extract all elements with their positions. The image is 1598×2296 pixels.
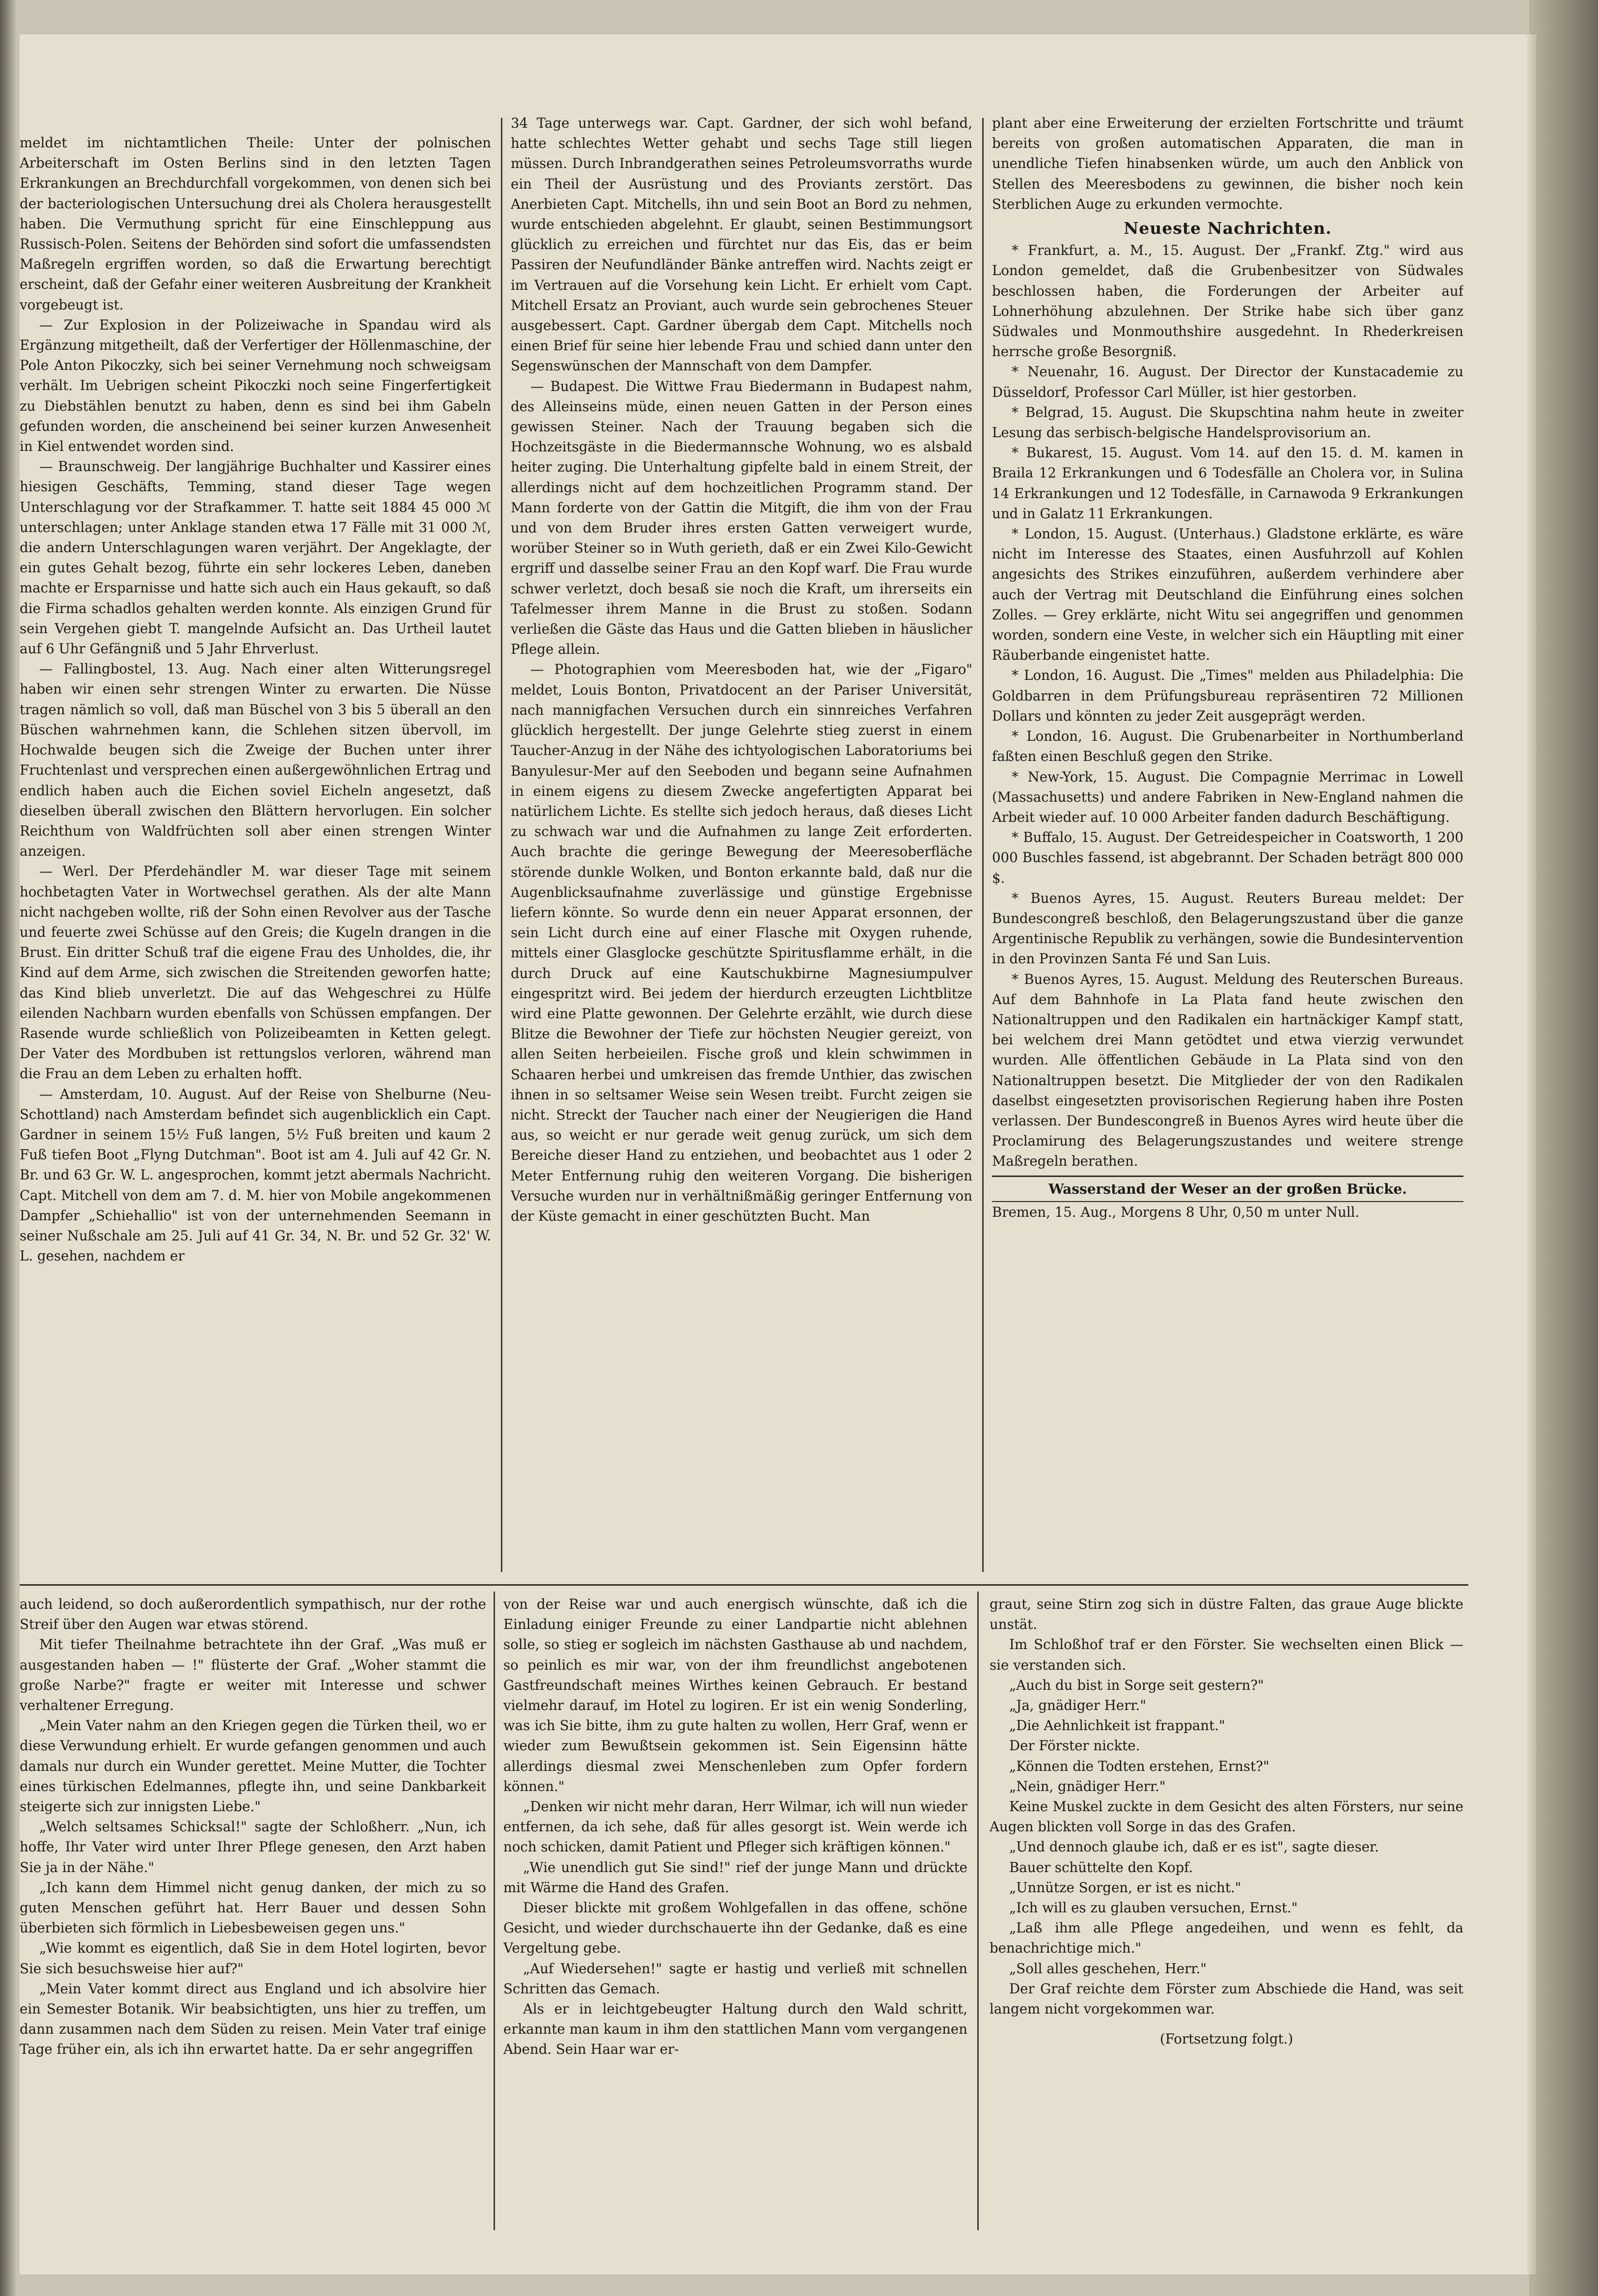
feuilleton-paragraph: „Können die Todten erstehen, Ernst?": [1009, 1758, 1269, 1774]
column-rule: [977, 1592, 979, 2230]
feuilleton-paragraph: auch leidend, so doch außerordentlich sympathisch, nur der rothe Streif über den Augen war etwas störend.: [20, 1596, 486, 1633]
page-gutter-shadow: [0, 0, 17, 2296]
feuilleton-paragraph: „Die Aehnlichkeit ist frappant.": [1009, 1717, 1225, 1734]
feuilleton-paragraph: graut, seine Stirn zog sich in düstre Falten, das graue Auge blickte unstät.: [990, 1596, 1463, 1633]
feuilleton-paragraph: Der Förster nickte.: [1009, 1737, 1140, 1754]
section-heading-neueste-nachrichten: Neueste Nachrichten.: [1124, 219, 1332, 238]
feuilleton-paragraph: Keine Muskel zuckte in dem Gesicht des alten Försters, nur seine Augen blickten voll Sorge in das des Grafen.: [990, 1798, 1463, 1835]
news-item: * Bukarest, 15. August. Vom 14. auf den 15. d. M. kamen in Braila 12 Erkrankungen und 6 Todesfälle an Cholera vor, in Sulina 14 Erkrankungen und 12 Todesfälle, in Carnawoda 9 Erkrankungen und in Galatz 11 Erkrankungen.: [992, 445, 1463, 522]
news-item: * New-York, 15. August. Die Compagnie Merrimac in Lowell (Massachusetts) und andere Fabriken in New-England nahmen die Arbeit wieder auf. 10 000 Arbeiter fanden dadurch Beschäftigung.: [992, 768, 1463, 825]
news-item: * Frankfurt, a. M., 15. August. Der „Frankf. Ztg." wird aus London gemeldet, daß die Grubenbesitzer von Südwales beschlossen haben, die Forderungen der Arbeiter auf Lohnerhöhung abzulehnen. Der Strike habe sich über ganz Südwales und Monmouthshire ausgedehnt. In Rhederkreisen herrsche große Besorgniß.: [992, 242, 1463, 360]
section-divider: [20, 1584, 1468, 1586]
column-rule: [494, 1592, 495, 2230]
news-item: * Belgrad, 15. August. Die Skupschtina nahm heute in zweiter Lesung das serbisch-belgische Handelsprovisorium an.: [992, 404, 1463, 441]
continuation-note: (Fortsetzung folgt.): [1159, 2031, 1294, 2047]
article-paragraph: meldet im nichtamtlichen Theile: Unter der polnischen Arbeiterschaft im Osten Berlins sind in den letzten Tagen Erkrankungen an Brechdurchfall vorgekommen, von denen sich bei der bacteriologischen Untersuchung drei als Cholera herausgestellt haben. Die Vermuthung spricht für eine Einschleppung aus Russisch-Polen. Seitens der Behörden sind sofort die umfassendsten Maßregeln ergriffen worden, so daß die Erwartung berechtigt erscheint, daß der Gefahr einer weiteren Ausbreitung der Krankheit vorgebeugt ist.: [20, 135, 491, 313]
news-item: * London, 16. August. Die Grubenarbeiter in Northumberland faßten einen Beschluß gegen den Strike.: [992, 728, 1463, 765]
news-item: * London, 16. August. Die „Times" melden aus Philadelphia: Die Goldbarren in dem Prüfungsbureau repräsentiren 72 Millionen Dollars und könnten zu jeder Zeit ausgeprägt werden.: [992, 667, 1463, 724]
feuilleton-paragraph: „Unnütze Sorgen, er ist es nicht.": [1009, 1879, 1241, 1896]
feuilleton-paragraph: Der Graf reichte dem Förster zum Abschiede die Hand, was seit langem nicht vorgekommen war.: [990, 1980, 1463, 2017]
feuilleton-paragraph: Dieser blickte mit großem Wohlgefallen in das offene, schöne Gesicht, und wieder durchschauerte ihn der Gedanke, daß es eine Vergeltung gebe.: [503, 1900, 967, 1957]
feuilleton-paragraph: „Wie kommt es eigentlich, daß Sie in dem Hotel logirten, bevor Sie sich besuchsweise hier auf?": [20, 1940, 486, 1977]
feuilleton-paragraphs: [990, 1594, 1463, 2019]
top-column-3: [992, 113, 1463, 1577]
feuilleton-paragraph: „Wie unendlich gut Sie sind!" rief der junge Mann und drückte mit Wärme die Hand des Grafen.: [503, 1859, 967, 1896]
bottom-column-1: [20, 1594, 486, 2233]
news-item: * London, 15. August. (Unterhaus.) Gladstone erklärte, es wäre nicht im Interesse des Staates, einen Ausfuhrzoll auf Kohlen angesichts des Strikes einzuführen, außerdem verhindere aber auch der Vertrag mit Deutschland die Einführung eines solchen Zolles. — Grey erklärte, nicht Witu sei angegriffen und genommen worden, sondern eine Veste, in welcher sich ein Häuptling mit einer Räuberbande eingenistet hatte.: [992, 526, 1463, 664]
feuilleton-paragraph: „Ich will es zu glauben versuchen, Ernst.": [1009, 1900, 1298, 1916]
article-paragraph: — Werl. Der Pferdehändler M. war dieser Tage mit seinem hochbetagten Vater in Wortwechsel gerathen. Als der alte Mann nicht nachgeben wollte, riß der Sohn einen Revolver aus der Tasche und feuerte zwei Schüsse auf den Greis; die Kugeln drangen in die Brust. Ein dritter Schuß traf die eigene Frau des Unholdes, die, ihr Kind auf dem Arme, sich zwischen die Streitenden geworfen hatte; das Kind blieb unverletzt. Die auf das Wehgeschrei zu Hülfe eilenden Nachbarn wurden ebenfalls von Schüssen empfangen. Der Rasende wurde schließlich von Polizeibeamten in Ketten gelegt. Der Vater des Mordbuben ist rettungslos verloren, während man die Frau an dem Leben zu erhalten hofft.: [20, 863, 491, 1082]
column-rule: [982, 118, 984, 1572]
feuilleton-paragraph: „Ja, gnädiger Herr.": [1009, 1697, 1146, 1714]
article-paragraph: — Zur Explosion in der Polizeiwache in Spandau wird als Ergänzung mitgetheilt, daß der Verfertiger der Höllenmaschine, der Pole Anton Pikoczky, sich bei seiner Vernehmung noch schweigsam verhält. Im Uebrigen scheint Pikoczki noch seine Fingerfertigkeit zu Diebstählen benutzt zu haben, denn es sind bei ihm Gabeln gefunden worden, die anscheinend bei seiner kurzen Anwesenheit in Kiel entwendet worden sind.: [20, 316, 491, 455]
feuilleton-paragraph: „Nein, gnädiger Herr.": [1009, 1778, 1166, 1794]
bottom-column-3: [990, 1594, 1463, 2233]
feuilleton-paragraph: Im Schloßhof traf er den Förster. Sie wechselten einen Blick — sie verstanden sich.: [990, 1636, 1463, 1673]
news-item: * Buenos Ayres, 15. August. Reuters Bureau meldet: Der Bundescongreß beschloß, den Belagerungszustand über die ganze Argentinische Republik zu verhängen, sowie die Bundesintervention in den Provinzen Santa Fé und San Luis.: [992, 890, 1463, 967]
weser-water-level-title: Wasserstand der Weser an der großen Brücke.: [992, 1176, 1463, 1202]
article-paragraph: — Fallingbostel, 13. Aug. Nach einer alten Witterungsregel haben wir einen sehr strengen Winter zu erwarten. Die Nüsse tragen nämlich so voll, daß man Büschel von 3 bis 5 überall an den Büschen wahrnehmen kann, die Schlehen sitzen übervoll, im Hochwalde beugen sich die Zweige der Buchen unter ihrer Fruchtenlast und versprechen einen außergewöhnlichen Ertrag und endlich haben auch die Eichen soviel Eicheln angesetzt, daß dieselben überall zwischen den Blättern hervorlugen. Ein solcher Reichthum von Waldfrüchten soll aber einen strengen Winter anzeigen.: [20, 661, 491, 860]
top-column-2: [511, 113, 972, 1572]
news-item: * Buenos Ayres, 15. August. Meldung des Reuterschen Bureaus. Auf dem Bahnhofe in La Plata fand heute zwischen den Nationaltruppen und den Radikalen ein hartnäckiger Kampf statt, bei welchem drei Mann getödtet und etwa vierzig verwundet wurden. Alle öffentlichen Gebäude in La Plata sind von den Nationaltruppen besetzt. Die Mitglieder der von den Radikalen daselbst eingesetzten provisorischen Regierung haben ihre Posten verlassen. Der Bundescongreß in Buenos Ayres wird heute über die Proclamirung des Belagerungszustandes und weitere strenge Maßregeln berathen.: [992, 971, 1463, 1170]
feuilleton-paragraph: „Auf Wiedersehen!" sagte er hastig und verließ mit schnellen Schritten das Gemach.: [503, 1960, 967, 1997]
article-paragraph: — Amsterdam, 10. August. Auf der Reise von Shelburne (Neu-Schottland) nach Amsterdam befindet sich augenblicklich ein Capt. Gardner in seinem 15½ Fuß langen, 5½ Fuß breiten und kaum 2 Fuß tiefen Boot „Flyng Dutchman". Boot ist am 4. Juli auf 42 Gr. N. Br. und 63 Gr. W. L. angesprochen, kommt jetzt abermals Nachricht. Capt. Mitchell von dem am 7. d. M. hier von Mobile angekommenen Dampfer „Schiehallio" ist von der unternehmenden Seemann in seiner Nußschale am 25. Juli auf 41 Gr. 34, N. Br. und 52 Gr. 32' W. L. gesehen, nachdem er: [20, 1086, 491, 1264]
feuilleton-paragraph: „Denken wir nicht mehr daran, Herr Wilmar, ich will nun wieder entfernen, da ich sehe, daß für alles gesorgt ist. Wein werde ich noch schicken, damit Patient und Pfleger sich kräftigen können.": [503, 1798, 967, 1855]
article-paragraph: — Braunschweig. Der langjährige Buchhalter und Kassirer eines hiesigen Geschäfts, Temming, stand dieser Tage wegen Unterschlagung vor der Strafkammer. T. hatte seit 1884 45 000 ℳ unterschlagen; unter Anklage standen etwa 17 Fälle mit 31 000 ℳ, die andern Unterschlagungen waren verjährt. Der Angeklagte, der ein gutes Gehalt bezog, führte ein sehr lockeres Leben, daneben machte er Ersparnisse und hatte sich auch ein Haus gekauft, so daß die Firma schadlos gehalten werden konnte. Als einzigen Grund für sein Vergehen giebt T. mangelnde Aufsicht an. Das Urtheil lautet auf 6 Uhr Gefängniß und 5 Jahr Ehrverlust.: [20, 458, 491, 657]
page-stack-edge: [1529, 0, 1598, 2296]
feuilleton-paragraph: „Auch du bist in Sorge seit gestern?": [1009, 1677, 1264, 1693]
feuilleton-paragraph: „Mein Vater nahm an den Kriegen gegen die Türken theil, wo er diese Verwundung erhielt. Er wurde gefangen genommen und auch damals nur durch ein Wunder gerettet. Meine Mutter, die Tochter eines türkischen Edelmannes, pflegte ihn, und seine Dankbarkeit steigerte sich zur innigsten Liebe.": [20, 1717, 486, 1815]
column-rule: [501, 118, 502, 1572]
news-item: * Neuenahr, 16. August. Der Director der Kunstacademie zu Düsseldorf, Professor Carl Müller, ist hier gestorben.: [992, 364, 1463, 400]
feuilleton-paragraph: von der Reise war und auch energisch wünschte, daß ich die Einladung einiger Freunde zu einer Landpartie nicht ablehnen solle, so stieg er sogleich im nächsten Gasthause ab und nachdem, so peinlich es mir war, von der ihm freundlichst angebotenen Gastfreundschaft meines Wirthes keinen Gebrauch. Er bestand vielmehr darauf, im Hotel zu logiren. Er ist ein wenig Sonderling, was ich Sie bitte, ihm zu gute halten zu wollen, Herr Graf, wenn er wieder zum Bewußtsein gekommen ist. Sein Eigensinn hätte allerdings diesmal zwei Menschenleben zum Opfer fordern können.": [503, 1596, 967, 1794]
feuilleton-paragraph: Bauer schüttelte den Kopf.: [1009, 1859, 1193, 1876]
news-intro: plant aber eine Erweiterung der erzielten Fortschritte und träumt bereits von großen automatischen Apparaten, die man in unendliche Tiefen hinabsenken würde, um auch den Anblick von Stellen des Meeresbodens zu gewinnen, die bisher noch kein Sterblichen Auge zu erkunden vermochte.: [992, 115, 1463, 212]
news-item: * Buffalo, 15. August. Der Getreidespeicher in Coatsworth, 1 200 000 Buschles fassend, ist abgebrannt. Der Schaden beträgt 800 000 $.: [992, 829, 1463, 886]
newspaper-page: [20, 34, 1527, 2274]
feuilleton-paragraph: „Ich kann dem Himmel nicht genug danken, der mich zu so guten Menschen geführt hat. Herr Bauer und dessen Sohn überbieten sich förmlich in Liebesbeweisen gegen uns.": [20, 1879, 486, 1936]
feuilleton-paragraph: „Soll alles geschehen, Herr.": [1009, 1960, 1207, 1977]
feuilleton-paragraph: „Und dennoch glaube ich, daß er es ist", sagte dieser.: [1009, 1839, 1379, 1855]
feuilleton-paragraph: „Welch seltsames Schicksal!" sagte der Schloßherr. „Nun, ich hoffe, Ihr Vater wird unter Ihrer Pflege genesen, den Arzt haben Sie ja in der Nähe.": [20, 1819, 486, 1876]
feuilleton-paragraph: Als er in leichtgebeugter Haltung durch den Wald schritt, erkannte man kaum in ihm den stattlichen Mann vom vergangenen Abend. Sein Haar war er-: [503, 2001, 967, 2058]
bottom-column-2: [503, 1594, 967, 2233]
weser-water-level-text: Bremen, 15. Aug., Morgens 8 Uhr, 0,50 m unter Null.: [992, 1204, 1360, 1220]
top-column-1: [20, 133, 491, 1572]
feuilleton-paragraph: „Mein Vater kommt direct aus England und ich absolvire hier ein Semester Botanik. Wir beabsichtigten, uns hier zu treffen, um dann zusammen nach dem Süden zu reisen. Mein Vater traf einige Tage früher ein, als ich ihn erwartet hatte. Da er sehr angegriffen: [20, 1980, 486, 2058]
article-paragraph: 34 Tage unterwegs war. Capt. Gardner, der sich wohl befand, hatte schlechtes Wetter gehabt und sechs Tage still liegen müssen. Durch Inbrandgerathen seines Petroleumsvorraths wurde ein Theil der Ausrüstung und des Proviants zerstört. Das Anerbieten Capt. Mitchells, ihn und sein Boot an Bord zu nehmen, wurde entschieden abgelehnt. Er glaubt, seinen Bestimmungsort glücklich zu erreichen und fürchtet nur das Eis, das er beim Passiren der Neufundländer Bänke antreffen wird. Nachts zeigt er im Vertrauen auf die Vorsehung kein Licht. Er erhielt vom Capt. Mitchell Ersatz an Proviant, auch wurde sein gebrochenes Steuer ausgebessert. Capt. Gardner übergab dem Capt. Mitchells noch einen Brief für seine hier lebende Frau und schied dann unter den Segenswünschen der Mannschaft von dem Dampfer.: [511, 115, 972, 374]
article-paragraph: — Budapest. Die Wittwe Frau Biedermann in Budapest nahm, des Alleinseins müde, einen neuen Gatten in der Person eines gewissen Steiner. Nach der Trauung begaben sich die Hochzeitsgäste in die Biedermannsche Wohnung, wo es alsbald heiter zuging. Die Unterhaltung gipfelte bald in einem Streit, der allerdings nicht auf dem hochzeitlichen Programm stand. Der Mann forderte von der Gattin die Mitgift, die ihm von der Frau und von dem Bruder ihres ersten Gatten verweigert wurde, worüber Steiner so in Wuth gerieth, daß er ein Zwei Kilo-Gewicht ergriff und dasselbe seiner Frau an den Kopf warf. Die Frau wurde schwer verletzt, doch besaß sie noch die Kraft, um ihrerseits ein Tafelmesser ihrem Manne in die Brust zu stoßen. Sodann verließen die Gäste das Haus und die Gatten blieben in häuslicher Pflege allein.: [511, 378, 972, 658]
feuilleton-paragraph: Mit tiefer Theilnahme betrachtete ihn der Graf. „Was muß er ausgestanden haben — !" flüsterte der Graf. „Woher stammt die große Narbe?" fragte er weiter mit Interesse und schwer verhaltener Erregung.: [20, 1636, 486, 1714]
feuilleton-paragraph: „Laß ihm alle Pflege angedeihen, und wenn es fehlt, da benachrichtige mich.": [990, 1920, 1463, 1957]
news-items: [992, 240, 1463, 1171]
article-paragraph: — Photographien vom Meeresboden hat, wie der „Figaro" meldet, Louis Bonton, Privatdocent an der Pariser Universität, nach mannigfachen Versuchen durch ein sinnreiches Verfahren glücklich hergestellt. Der junge Gelehrte stieg zuerst in einem Taucher-Anzug in der Nähe des ichtyologischen Laboratoriums bei Banyulesur-Mer auf den Seeboden und begann seine Aufnahmen in einem eigens zu diesem Zwecke angefertigten Apparat bei natürlichem Lichte. Es stellte sich jedoch heraus, daß dieses Licht zu schwach war und die Aufnahmen zu lange Zeit erforderten. Auch brachte die geringe Bewegung der Meeresoberfläche störende dunkle Wolken, und Bonton erkannte bald, daß nur die Augenblicksaufnahme zuverlässige und günstige Ergebnisse liefern könnte. So wurde denn ein neuer Apparat ersonnen, der sein Licht durch eine auf einer Flasche mit Oxygen ruhende, mittels einer Glasglocke geschützte Spiritusflamme erhält, in die durch Druck auf eine Kautschukbirne Magnesiumpulver eingespritzt wird. Bei jedem der hierdurch erzeugten Lichtblitze wird eine Platte gewonnen. Der Gelehrte erzählt, wie durch diese Blitze die Bewohner der Tiefe zur höchsten Neugier gereizt, von allen Seiten herbeieilen. Fische groß und klein schwimmen in Schaaren herbei und umkreisen das fremde Unthier, das zwischen ihnen in so seltsamer Weise sein Wesen treibt. Furcht zeigen sie nicht. Streckt der Taucher nach einer der Neugierigen die Hand aus, so weicht er nur gerade weit genug zurück, um sich dem Bereiche dieser Hand zu entziehen, und beobachtet aus 1 oder 2 Meter Entfernung ruhig den weiteren Vorgang. Die bisherigen Versuche wurden nur in verhältnißmäßig geringer Entfernung von der Küste gemacht in einer geschützten Bucht. Man: [511, 661, 972, 1224]
